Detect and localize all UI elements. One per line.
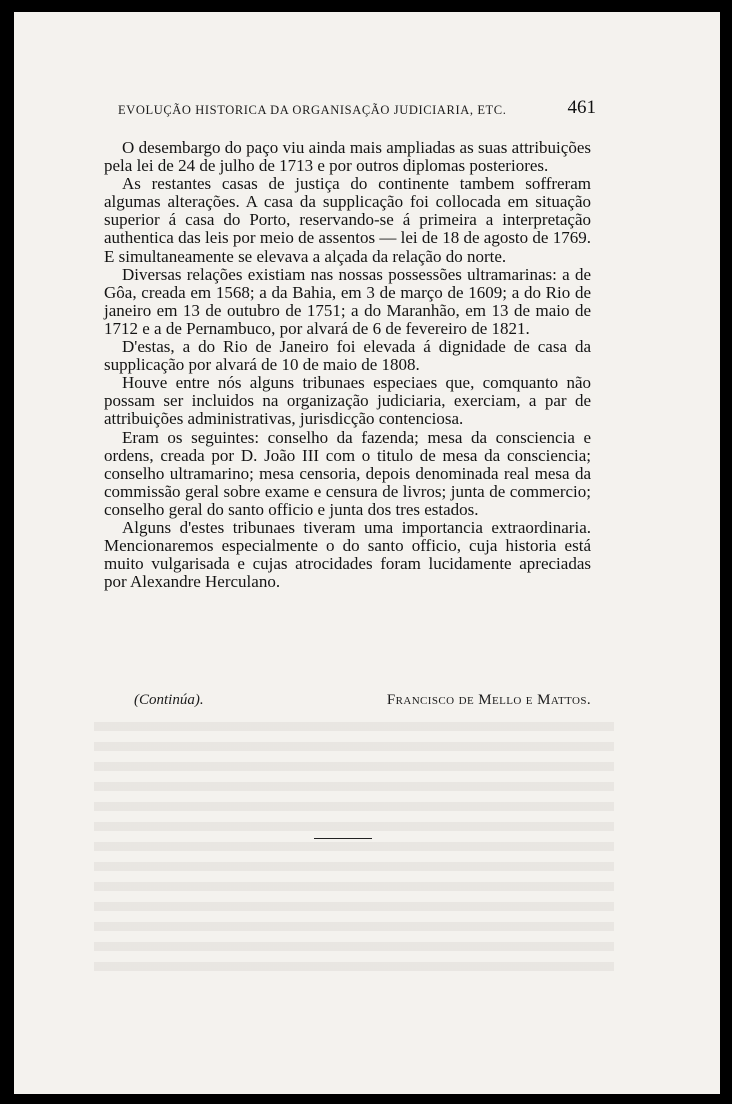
paragraph: Diversas relações existiam nas nossas possessões ultramarinas: a de Gôa, creada em 1568; a da Bahia, em 3 de março de 1609; a do Rio de janeiro em 13 de outubro de 1751; a do Maranhão, em 13 de maio de 1712 e a de Pernambuco, por alvará de 6 de fevereiro de 1821. — [104, 264, 591, 338]
paragraph: Houve entre nós alguns tribunaes especiaes que, comquanto não possam ser incluidos na organização judiciaria, exerciam, a par de attribuições administrativas, jurisdicção contenciosa. — [104, 373, 591, 429]
body-text — [104, 139, 591, 591]
continua-note: (Continúa). — [134, 692, 204, 708]
show-through-text — [94, 722, 614, 982]
page-header — [118, 97, 596, 123]
page-number: 461 — [567, 97, 596, 118]
paragraph: Eram os seguintes: conselho da fazenda; mesa da consciencia e ordens, creada por D. João III com o titulo de mesa da consciencia; conselho ultramarino; mesa censoria, depois denominada real mesa da commissão geral sobre exame e censura de livros; junta de commercio; conselho geral do santo officio e junta dos tres estados. — [104, 427, 591, 519]
paragraph: As restantes casas de justiça do continente tambem soffreram algumas alterações. A casa da supplicação foi collocada em situação superior á casa do Porto, reservando-se á primeira a interpretação authentica das leis por meio de assentos — lei de 18 de agosto de 1769. E simultaneamente se elevava a alçada da relação do norte. — [104, 174, 591, 266]
paragraph: D'estas, a do Rio de Janeiro foi elevada á dignidade de casa da supplicação por alvará de 10 de maio de 1808. — [104, 337, 591, 375]
paragraph: O desembargo do paço viu ainda mais ampliadas as suas attribuições pela lei de 24 de julho de 1713 e por outros diplomas posteriores. — [104, 138, 591, 176]
paragraph: Alguns d'estes tribunaes tiveram uma importancia extraordinaria. Mencionaremos especialmente o do santo officio, cuja historia está muito vulgarisada e cujas atrocidades foram lucidamente apreciadas por Alexandre Herculano. — [104, 517, 591, 592]
book-page — [14, 12, 720, 1094]
divider-rule — [314, 838, 372, 839]
author-name: Francisco de Mello e Mattos. — [386, 692, 591, 708]
signature-line — [104, 692, 591, 714]
running-head: EVOLUÇÃO HISTORICA DA ORGANISAÇÃO JUDICIARIA, ETC. — [118, 103, 507, 117]
